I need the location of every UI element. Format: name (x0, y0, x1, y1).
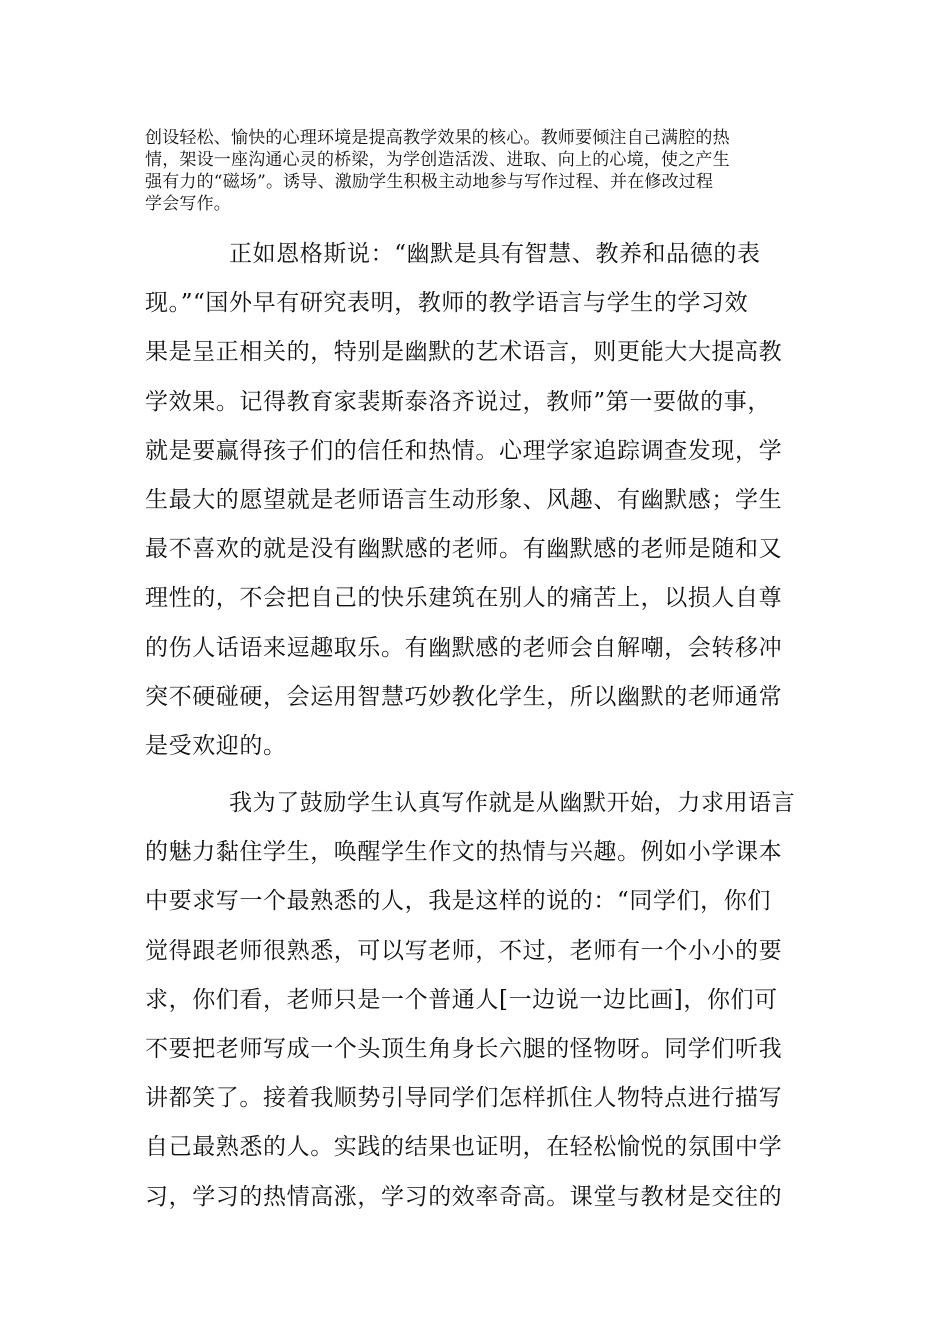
paragraph-line: 觉得跟老师很熟悉，可以写老师，不过，老师有一个小小的要 (145, 937, 783, 964)
paragraph-line: 突不硬碰硬，会运用智慧巧妙教化学生，所以幽默的老师通常 (145, 683, 783, 710)
paragraph-line: 我为了鼓励学生认真写作就是从幽默开始，力求用语言 (229, 790, 796, 816)
paragraph-line: 果是呈正相关的，特别是幽默的艺术语言，则更能大大提高教 (145, 339, 783, 366)
paragraph-engels-humor (145, 230, 810, 771)
paragraph-line: 不要把老师写成一个头顶生角身长六腿的怪物呀。同学们听我 (145, 1035, 783, 1062)
paragraph-line: 现。”“国外早有研究表明，教师的教学语言与学生的学习效 (145, 290, 749, 317)
paragraph-line: 理性的，不会把自己的快乐建筑在别人的痛苦上，以损人自尊 (145, 585, 783, 612)
paragraph-line: 习，学习的热情高涨，学习的效率奇高。课堂与教材是交往的 (145, 1183, 783, 1210)
paragraph-line: 自己最熟悉的人。实践的结果也证明，在轻松愉悦的氛围中学 (145, 1134, 783, 1161)
paragraph-line: 求，你们看，老师只是一个普通人[一边说一边比画]，你们可 (145, 986, 778, 1013)
paragraph-line: 就是要赢得孩子们的信任和热情。心理学家追踪调查发现，学 (145, 437, 783, 464)
paragraph-line: 中要求写一个最熟悉的人，我是这样的说的：“同学们，你们 (145, 888, 771, 915)
paragraph-line: 最不喜欢的就是没有幽默感的老师。有幽默感的老师是随和又 (145, 536, 783, 563)
paragraph-line: 生最大的愿望就是老师语言生动形象、风趣、有幽默感；学生 (145, 486, 783, 513)
paragraph-line: 的伤人话语来逗趣取乐。有幽默感的老师会自解嘲，会转移冲 (145, 634, 783, 661)
intro-line: 创设轻松、愉快的心理环境是提高教学效果的核心。教师要倾注自己满腔的热 (145, 128, 730, 148)
paragraph-line: 的魅力黏住学生，唤醒学生作文的热情与兴趣。例如小学课本 (145, 839, 783, 866)
intro-line: 情，架设一座沟通心灵的桥梁，为学创造活泼、进取、向上的心境，使之产生 (145, 150, 730, 170)
intro-line: 学会写作。 (145, 194, 231, 214)
intro-paragraph (145, 127, 805, 215)
paragraph-line: 讲都笑了。接着我顺势引导同学们怎样抓住人物特点进行描写 (145, 1085, 783, 1112)
paragraph-line: 学效果。记得教育家裴斯泰洛齐说过，教师”第一要做的事， (145, 388, 771, 415)
intro-line: 强有力的“磁场”。诱导、激励学生积极主动地参与写作过程、并在修改过程 (145, 172, 714, 192)
paragraph-line: 正如恩格斯说：“幽默是具有智慧、教养和品德的表 (229, 241, 761, 267)
paragraph-line: 是受欢迎的。 (145, 732, 287, 759)
paragraph-teaching-example (145, 779, 810, 1222)
